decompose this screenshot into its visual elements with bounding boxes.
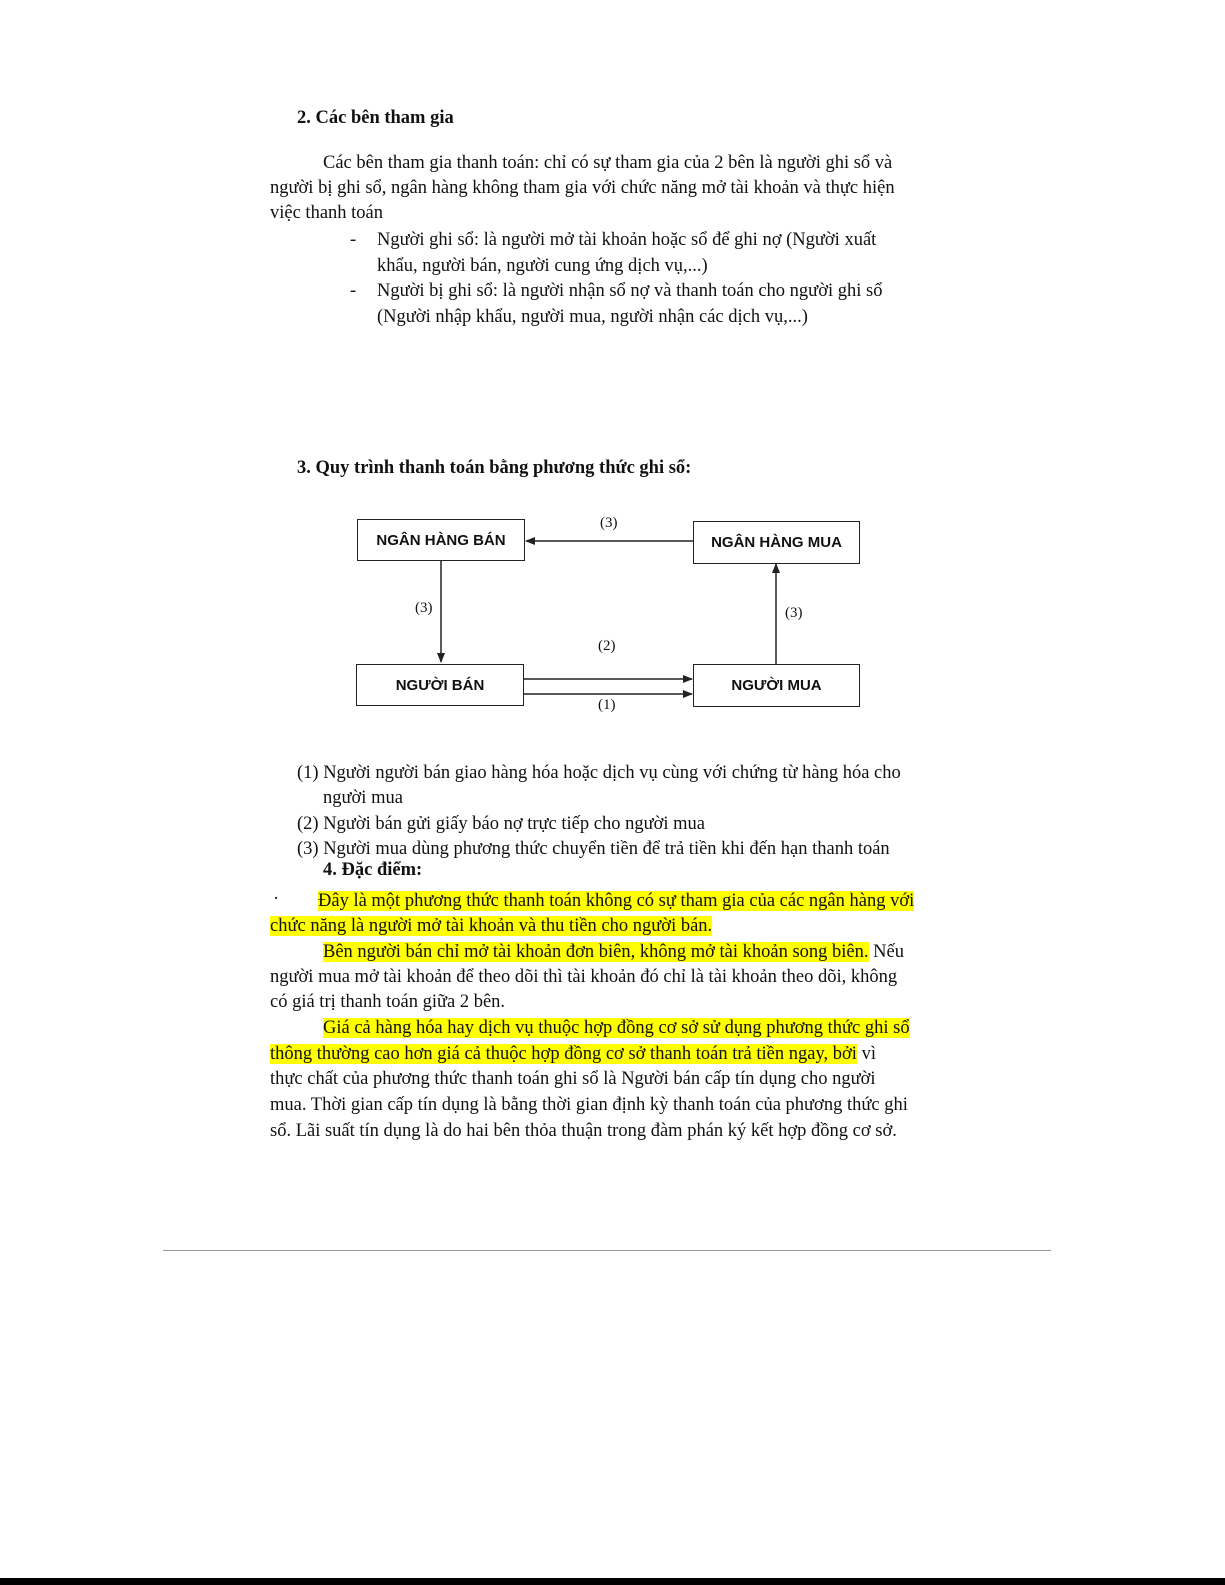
step-1-line-1: (1) Người người bán giao hàng hóa hoặc dịch vụ cùng với chứng từ hàng hóa cho <box>297 763 901 783</box>
step-2: (2) Người bán gửi giấy báo nợ trực tiếp cho người mua <box>297 814 706 834</box>
para-3-line-5: sổ. Lãi suất tín dụng là do hai bên thỏa thuận trong đàm phán ký kết hợp đồng cơ sở. <box>270 1121 897 1141</box>
seller-box: NGƯỜI BÁN <box>356 664 524 706</box>
para-2-line-2: người mua mở tài khoản để theo dõi thì tài khoản đó chỉ là tài khoản theo dõi, không <box>270 967 898 987</box>
section-2-para-line-1: Các bên tham gia thanh toán: chỉ có sự tham gia của 2 bên là người ghi sổ và <box>323 153 893 173</box>
para-1-line-2: chức năng là người mở tài khoản và thu tiền cho người bán. <box>270 916 713 936</box>
bullet-dot: · <box>273 889 280 909</box>
buyer-bank-box: NGÂN HÀNG MUA <box>693 521 860 564</box>
section-2-heading: 2. Các bên tham gia <box>297 108 454 128</box>
bullet-dash: - <box>350 281 357 301</box>
seller-bank-box: NGÂN HÀNG BÁN <box>357 519 525 561</box>
bullet-2-line-2: (Người nhập khẩu, người mua, người nhận các dịch vụ,...) <box>377 307 808 327</box>
para-3-line-4: mua. Thời gian cấp tín dụng là bằng thời gian định kỳ thanh toán của phương thức ghi <box>270 1095 908 1115</box>
label-mid-2: (2) <box>598 638 616 654</box>
para-1-line-1: Đây là một phương thức thanh toán không có sự tham gia của các ngân hàng với <box>318 891 915 911</box>
para-2-line-1-rest: Nếu <box>868 942 904 962</box>
para-2-line-3: có giá trị thanh toán giữa 2 bên. <box>270 992 506 1012</box>
para-3-line-2-rest: vì <box>856 1044 876 1064</box>
step-3: (3) Người mua dùng phương thức chuyển tiền để trả tiền khi đến hạn thanh toán <box>297 839 890 859</box>
buyer-box: NGƯỜI MUA <box>693 664 860 707</box>
para-3-line-3: thực chất của phương thức thanh toán ghi sổ là Người bán cấp tín dụng cho người <box>270 1069 876 1089</box>
step-1-line-2: người mua <box>323 788 403 808</box>
para-3-line-2-highlight: thông thường cao hơn giá cả thuộc hợp đồng cơ sở thanh toán trả tiền ngay, bởi <box>270 1044 857 1064</box>
label-left-3: (3) <box>415 600 433 616</box>
para-2-line-1-highlight: Bên người bán chỉ mở tài khoản đơn biên, không mở tài khoản song biên. <box>323 942 869 962</box>
label-right-3: (3) <box>785 605 803 621</box>
bullet-1-line-1: Người ghi sổ: là người mở tài khoản hoặc sổ để ghi nợ (Người xuất <box>377 230 877 250</box>
label-top-3: (3) <box>600 515 618 531</box>
label-mid-1: (1) <box>598 697 616 713</box>
section-3-heading: 3. Quy trình thanh toán bằng phương thức ghi sổ: <box>297 458 692 478</box>
para-3-line-1: Giá cả hàng hóa hay dịch vụ thuộc hợp đồng cơ sở sử dụng phương thức ghi sổ <box>323 1018 910 1038</box>
section-4-heading: 4. Đặc điểm: <box>323 860 423 880</box>
bullet-2-line-1: Người bị ghi sổ: là người nhận sổ nợ và thanh toán cho người ghi sổ <box>377 281 883 301</box>
page-divider <box>163 1250 1051 1251</box>
bullet-1-line-2: khẩu, người bán, người cung ứng dịch vụ,...) <box>377 256 708 276</box>
section-2-para-line-3: việc thanh toán <box>270 203 384 223</box>
bottom-border <box>0 1578 1225 1585</box>
bullet-dash: - <box>350 230 357 250</box>
section-2-para-line-2: người bị ghi sổ, ngân hàng không tham gia với chức năng mở tài khoản và thực hiện <box>270 178 895 198</box>
